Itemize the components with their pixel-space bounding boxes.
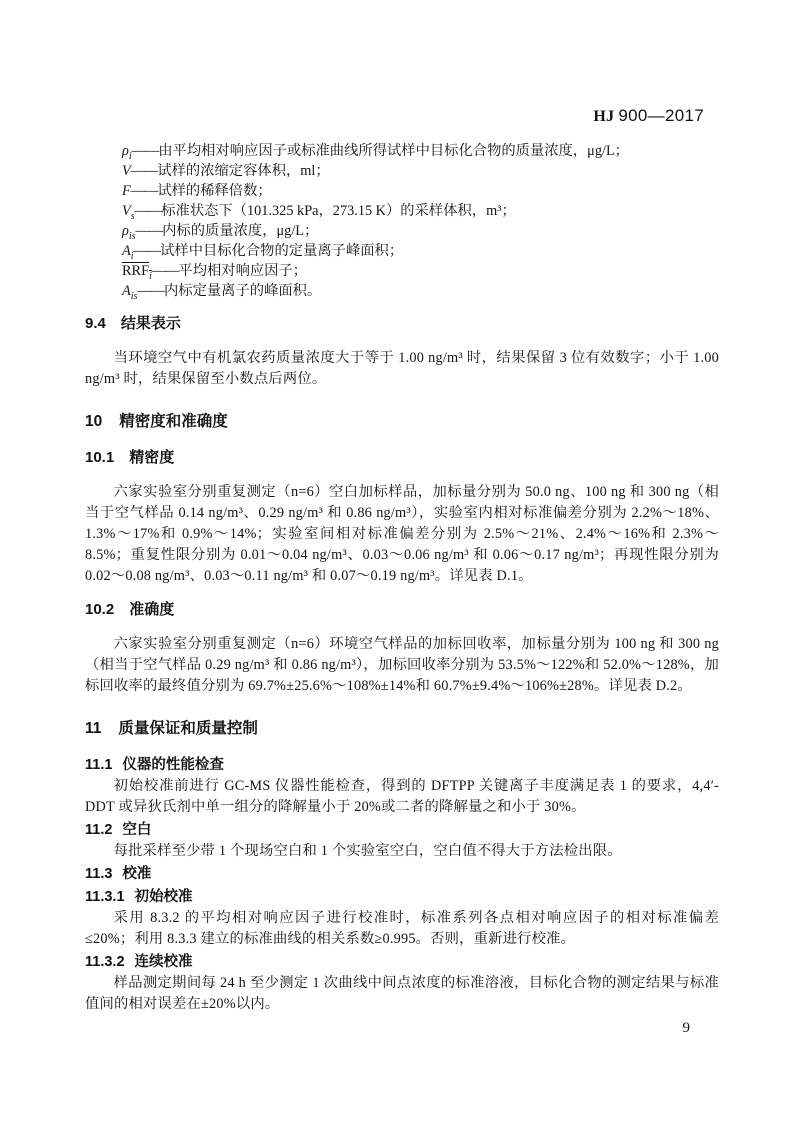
- definition-dash: ——: [151, 263, 179, 279]
- body-paragraph: 样品测定期间每 24 h 至少测定 1 次曲线中间点浓度的标准溶液，目标化合物的测定结果与标准值间的相对误差在±20%以内。: [85, 975, 719, 1012]
- symbol-text: V: [122, 203, 131, 219]
- definition-dash: ——: [137, 283, 164, 299]
- definition-symbol: [122, 183, 131, 199]
- standard-code-number: 900—2017: [618, 106, 704, 125]
- body-paragraph: 初始校准前进行 GC-MS 仪器性能检查，得到的 DFTPP 关键离子丰度满足表 1 的要求，4,4′-DDT 或异狄氏剂中单一组分的降解量小于 20%或二者的降解量之和小于 30%。: [85, 778, 719, 815]
- section-title: 结果表示: [120, 315, 181, 332]
- symbol-text: A: [122, 283, 131, 299]
- definition-description: 试样中目标化合物的定量离子峰面积；: [160, 243, 404, 259]
- section-title: 准确度: [129, 601, 175, 618]
- section-number: 11.3.2: [85, 954, 125, 970]
- section-number: 11.1: [85, 757, 113, 773]
- definition-description: 标准状态下（101.325 kPa，273.15 K）的采样体积，m³；: [161, 203, 516, 219]
- section-title: 精密度: [129, 449, 175, 466]
- section-title: 质量保证和质量控制: [118, 720, 258, 737]
- section-number: 11.2: [85, 822, 113, 838]
- body-paragraph: 六家实验室分别重复测定（n=6）环境空气样品的加标回收率，加标量分别为 100 ng 和 300 ng（相当于空气样品 0.29 ng/m³ 和 0.86 ng/m³），加标回收率分别为 53.5%～122%和 52.0%～128%，加标回收率的最终值分别为 69.7%±25.6%～108%±14%和 60.7%±9.4%～106%±28%。详见表 D.2。: [85, 636, 719, 694]
- definition-symbol: [122, 143, 132, 162]
- page-body: [85, 141, 719, 1015]
- symbol-subscript: i: [128, 150, 132, 162]
- section-heading-10.2: [85, 600, 719, 620]
- page-number: 9: [682, 1020, 690, 1036]
- definition-description: 由平均相对响应因子或标准曲线所得试样中目标化合物的质量浓度，μg/L；: [158, 143, 629, 159]
- body-paragraph: 采用 8.3.2 的平均相对响应因子进行校准时，标准系列各点相对响应因子的相对标准偏差≤20%；利用 8.3.3 建立的标准曲线的相关系数≥0.995。否则，重新进行校准。: [85, 910, 719, 947]
- symbol-subscript: i: [130, 250, 134, 262]
- section-number: 11.3: [85, 866, 113, 882]
- definition-description: 试样的稀释倍数；: [157, 183, 272, 199]
- definition-symbol: [122, 263, 152, 282]
- section-title: 连续校准: [134, 954, 193, 970]
- definition-symbol: [122, 283, 138, 302]
- section-heading-9.4: [85, 314, 719, 334]
- symbol-subscript: s: [130, 210, 135, 222]
- definition-item: [122, 161, 719, 181]
- definitions-list: [122, 141, 719, 301]
- body-paragraph: 当环境空气中有机氯农药质量浓度大于等于 1.00 ng/m³ 时，结果保留 3 位有效数字；小于 1.00 ng/m³ 时，结果保留至小数点后两位。: [85, 350, 719, 387]
- definition-description: 内标的质量浓度，μg/L；: [162, 223, 319, 239]
- section-title: 仪器的性能检查: [122, 757, 224, 773]
- section-number: 10: [85, 413, 103, 430]
- definition-item: [122, 261, 719, 281]
- symbol-text: A: [122, 243, 131, 259]
- definition-item: [122, 241, 719, 261]
- symbol-text: V: [122, 163, 131, 179]
- definition-dash: ——: [133, 243, 161, 259]
- symbol-text: ρ: [122, 223, 129, 239]
- section-title: 校准: [122, 866, 152, 882]
- body-paragraph: 六家实验室分别重复测定（n=6）空白加标样品，加标量分别为 50.0 ng、100 ng 和 300 ng（相当于空气样品 0.14 ng/m³、0.29 ng/m³ 和 0.86 ng/m³），实验室内相对标准偏差分别为 2.2%～18%、1.3%～17%和 0.9%～14%；实验室间相对标准偏差分别为 2.5%～21%、2.4%～16%和 2.3%～8.5%；重复性限分别为 0.01～0.04 ng/m³、0.03～0.06 ng/m³ 和 0.06～0.17 ng/m³；再现性限分别为 0.02～0.08 ng/m³、0.03～0.11 ng/m³ 和 0.07～0.19 ng/m³。详见表 D.1。: [85, 484, 719, 584]
- body-paragraph: 每批采样至少带 1 个现场空白和 1 个实验室空白，空白值不得大于方法检出限。: [113, 843, 622, 859]
- section-heading-11.2: [85, 820, 719, 841]
- symbol-text: F: [122, 183, 131, 199]
- symbol-text: RRF: [122, 263, 150, 279]
- section-title: 空白: [122, 822, 152, 838]
- section-heading-11.3.1: [85, 887, 719, 908]
- symbol-subscript: i: [149, 270, 152, 282]
- section-number: 11.3.1: [85, 889, 125, 905]
- definition-description: 试样的浓缩定容体积，ml；: [157, 163, 330, 179]
- definition-description: 平均相对响应因子；: [178, 263, 308, 279]
- symbol-subscript: is: [128, 230, 136, 242]
- definition-symbol: [122, 243, 134, 262]
- definition-dash: ——: [134, 203, 162, 219]
- definition-item: [122, 201, 719, 221]
- definition-description: 内标定量离子的峰面积。: [164, 283, 322, 299]
- definition-dash: ——: [135, 223, 163, 239]
- standard-code-header: [593, 106, 704, 126]
- standard-code-prefix: HJ: [593, 108, 615, 125]
- definition-item: [122, 281, 719, 301]
- definition-dash: ——: [130, 183, 158, 199]
- section-heading-11.3: [85, 864, 719, 885]
- section-heading-10: [85, 411, 719, 433]
- section-heading-11: [85, 718, 719, 740]
- definition-item: [122, 181, 719, 201]
- definition-symbol: [122, 223, 136, 242]
- definition-dash: ——: [130, 163, 158, 179]
- section-number: 10.2: [85, 601, 115, 618]
- section-heading-10.1: [85, 448, 719, 468]
- definition-symbol: [122, 203, 135, 222]
- section-number: 9.4: [85, 315, 106, 332]
- definition-item: [122, 221, 719, 241]
- section-number: 10.1: [85, 449, 115, 466]
- symbol-text: ρ: [122, 143, 129, 159]
- section-heading-11.3.2: [85, 952, 719, 973]
- definition-dash: ——: [131, 143, 159, 159]
- section-heading-11.1: [85, 755, 719, 776]
- section-number: 11: [85, 720, 102, 737]
- definition-item: [122, 141, 719, 161]
- section-title: 初始校准: [134, 889, 193, 905]
- definition-symbol: [122, 163, 131, 179]
- sections-container: [85, 314, 719, 1015]
- section-title: 精密度和准确度: [119, 413, 228, 430]
- symbol-subscript: is: [130, 290, 138, 302]
